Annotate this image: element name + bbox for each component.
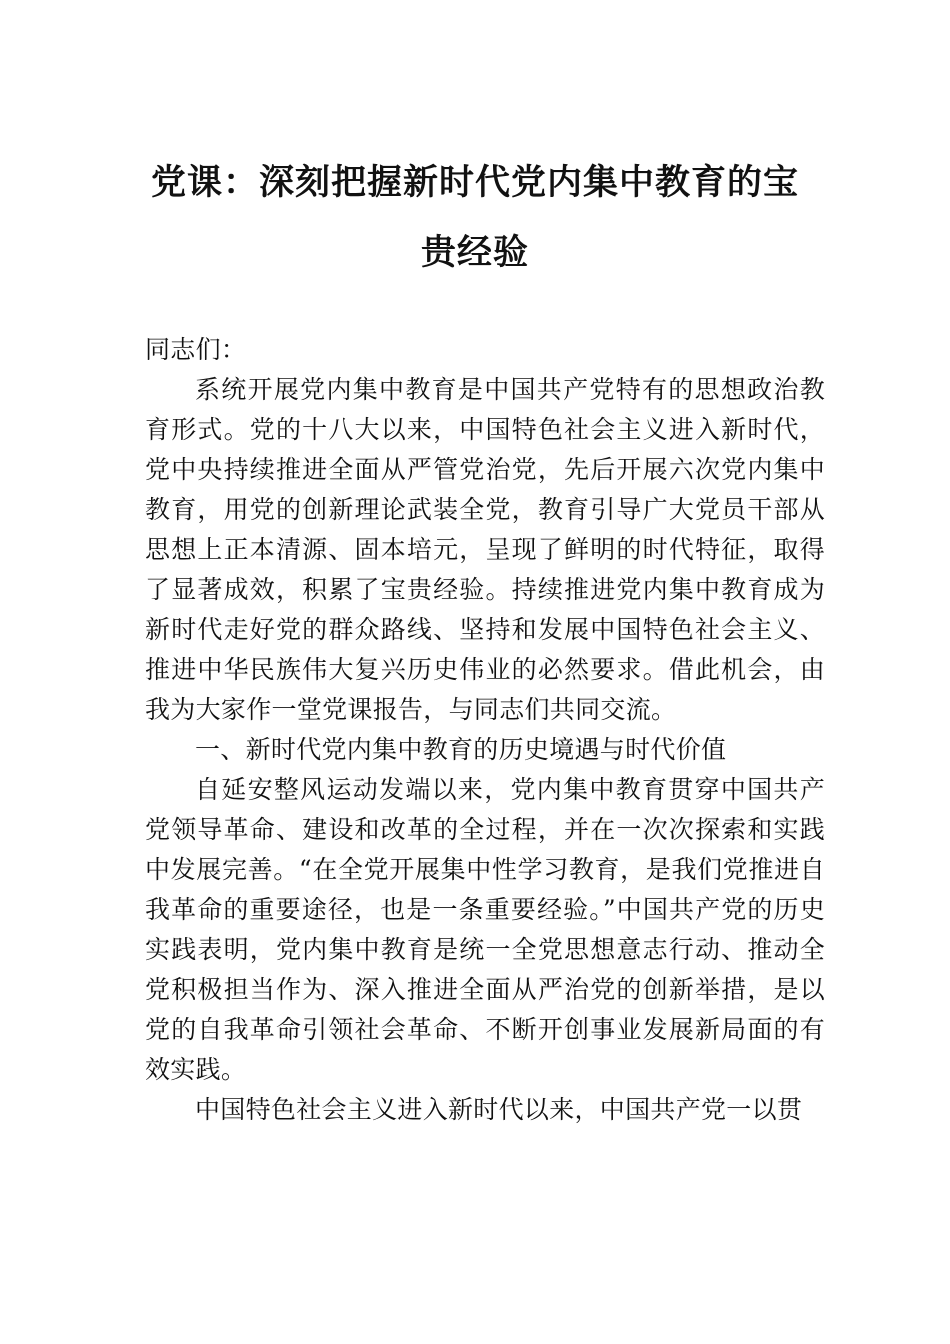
section1-paragraph-1: 自延安整风运动发端以来，党内集中教育贯穿中国共产党领导革命、建设和改革的全过程，并在一次次探索和实践中发展完善。“在全党开展集中性学习教育，是我们党推进自我革命的重要途径，也是一条重要经验。”中国共产党的历史实践表明，党内集中教育是统一全党思想意志行动、推动全党积极担当作为、深入推进全面从严治党的创新举措，是以党的自我革命引领社会革命、不断开创事业发展新局面的有效实践。 — [145, 775, 825, 1084]
intro-paragraph: 系统开展党内集中教育是中国共产党特有的思想政治教育形式。党的十八大以来，中国特色社会主义进入新时代，党中央持续推进全面从严管党治党，先后开展六次党内集中教育，用党的创新理论武装全党，教育引导广大党员干部从思想上正本清源、固本培元，呈现了鲜明的时代特征，取得了显著成效，积累了宝贵经验。持续推进党内集中教育成为新时代走好党的群众路线、坚持和发展中国特色社会主义、 推进中华民族伟大复兴历史伟业的必然要求。借此机会，由我为大家作一堂党课报告，与同志们共同交流。 — [145, 375, 825, 724]
section-heading-1: 一、新时代党内集中教育的历史境遇与时代价值 — [195, 735, 727, 764]
salutation: 同志们： — [145, 335, 247, 364]
section1-paragraph-2: 中国特色社会主义进入新时代以来，中国共产党一以贯 — [195, 1095, 803, 1124]
document-title-line1: 党课：深刻把握新时代党内集中教育的宝 — [150, 162, 799, 203]
document-body — [145, 330, 825, 1130]
document-title-line2: 贵经验 — [420, 232, 529, 273]
